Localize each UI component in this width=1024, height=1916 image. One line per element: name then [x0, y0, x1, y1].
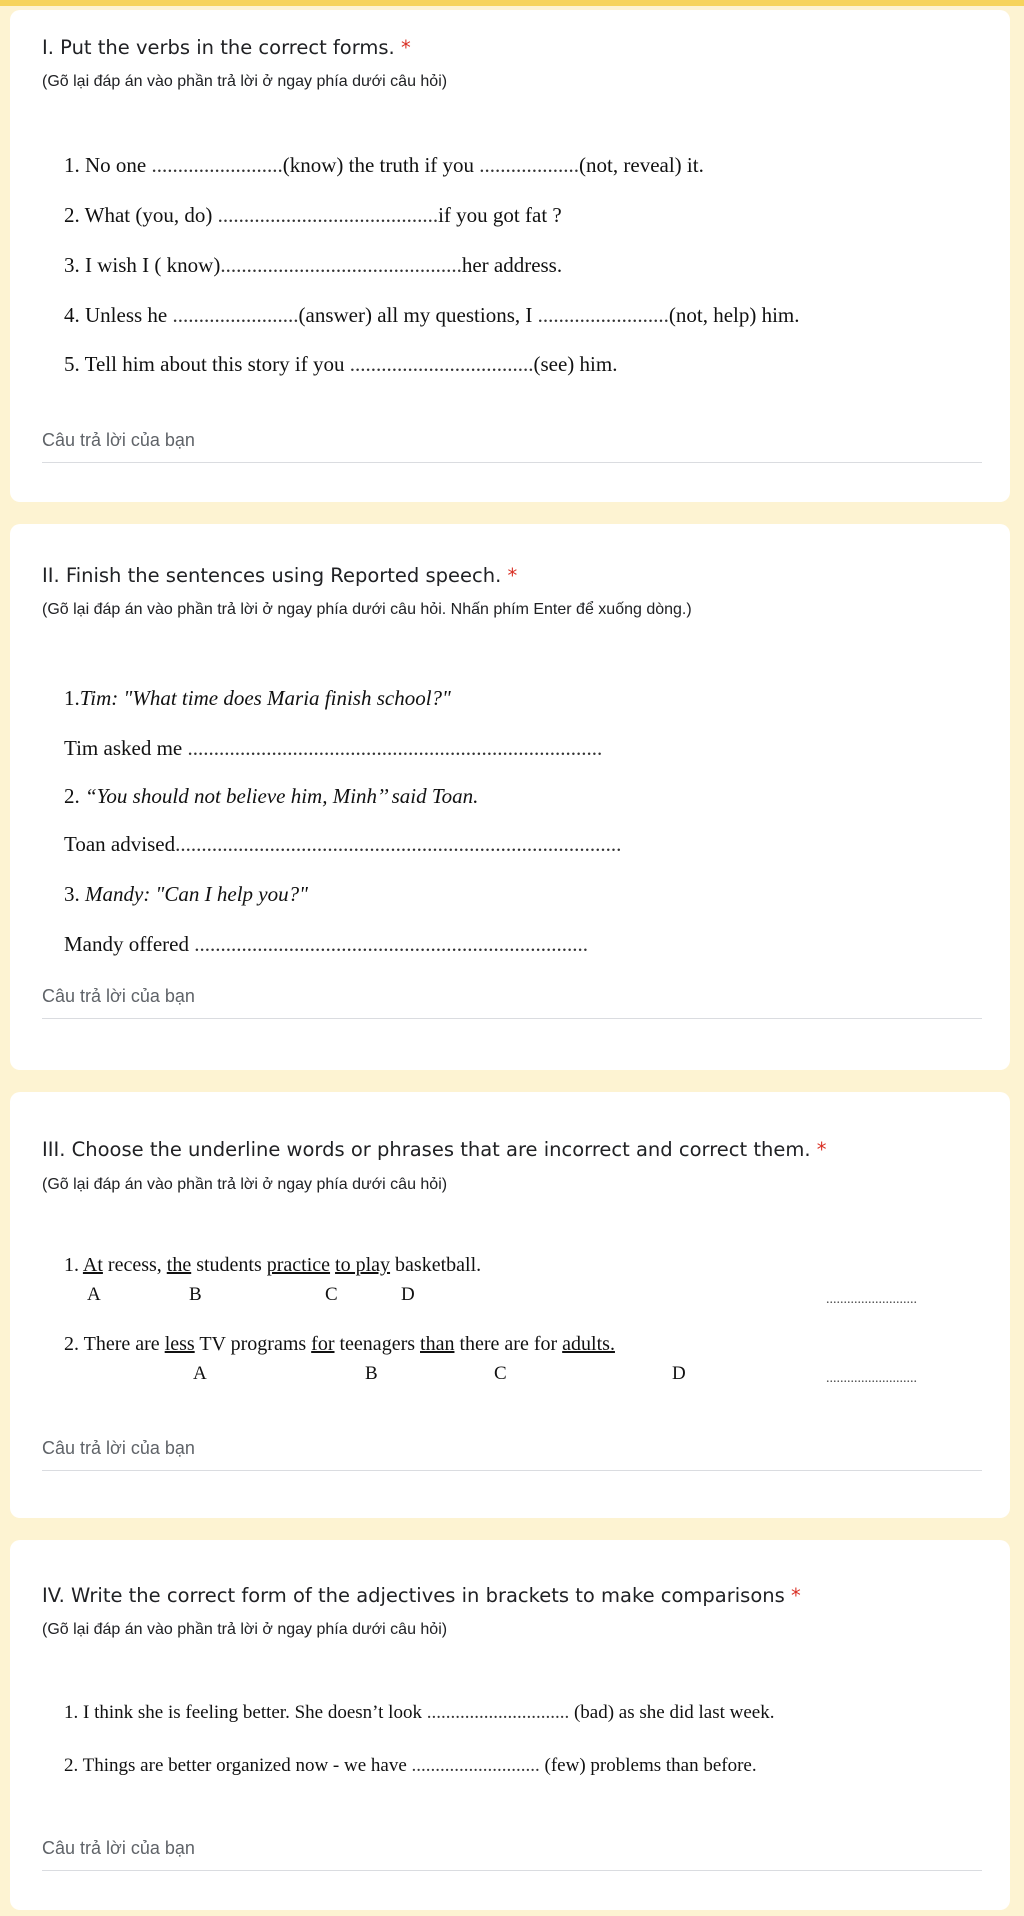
option-letter-b: B — [365, 1363, 378, 1384]
blank: .............................................. — [220, 253, 462, 277]
exercise-line-3 — [64, 784, 478, 809]
question-title-text: II. Finish the sentences using Reported speech. — [42, 564, 502, 587]
question-title-text: IV. Write the correct form of the adjectives in brackets to make comparisons — [42, 1584, 785, 1607]
option-letter-c: C — [494, 1363, 507, 1384]
blank: ........................ — [172, 303, 299, 327]
question-card-3 — [10, 1092, 1010, 1518]
blank: .......................... — [826, 1292, 917, 1307]
line-text: 2. — [64, 784, 85, 808]
required-mark: * — [507, 564, 518, 587]
blank: ............................................................................... — [187, 736, 603, 760]
line-text: (few) problems than before. — [539, 1755, 757, 1776]
option-letter-d: D — [672, 1363, 686, 1384]
underlined-word: At — [82, 1254, 103, 1276]
question-title — [42, 1584, 801, 1607]
line-text: 1. — [64, 1254, 83, 1276]
exercise-question-1 — [64, 1254, 481, 1277]
question-hint: (Gõ lại đáp án vào phần trả lời ở ngay phía dưới câu hỏi) — [42, 1621, 448, 1638]
option-letter-a: A — [193, 1363, 207, 1384]
exercise-line-3 — [64, 253, 562, 278]
line-text: 3. — [64, 882, 85, 906]
exercise-line-6 — [64, 932, 588, 957]
line-text: (bad) as she did last week. — [569, 1702, 775, 1723]
answer-underline — [42, 1018, 982, 1019]
line-text: TV programs — [194, 1333, 312, 1355]
underlined-word: adults. — [562, 1333, 615, 1355]
option-letter-d: D — [401, 1284, 415, 1305]
blank: .............................. — [426, 1702, 570, 1723]
answer-input[interactable]: Câu trả lời của bạn — [42, 1438, 195, 1458]
line-text: students — [191, 1254, 267, 1276]
exercise-line-4 — [64, 832, 621, 857]
line-text: 3. I wish I ( know) — [64, 253, 221, 277]
underlined-word: to play — [335, 1254, 391, 1276]
required-mark: * — [400, 36, 411, 59]
blank: .......................... — [826, 1371, 917, 1386]
blank: ..................................................................................... — [175, 832, 622, 856]
line-text: Toan advised — [64, 832, 176, 856]
exercise-line-1 — [64, 1702, 774, 1724]
exercise-question-2 — [64, 1333, 615, 1356]
answer-input[interactable]: Câu trả lời của bạn — [42, 430, 195, 450]
underlined-word: the — [166, 1254, 192, 1276]
question-hint: (Gõ lại đáp án vào phần trả lời ở ngay phía dưới câu hỏi) — [42, 1176, 448, 1193]
blank: ......................... — [537, 303, 669, 327]
exercise-line-5 — [64, 882, 308, 907]
exercise-line-2 — [64, 736, 602, 761]
exercise-line-1 — [64, 686, 451, 711]
line-text: 1. I think she is feeling better. She doesn’t look — [64, 1702, 427, 1723]
line-text: if you got fat ? — [438, 203, 562, 227]
required-mark: * — [790, 1584, 801, 1607]
option-letter-c: C — [325, 1284, 338, 1305]
option-letter-b: B — [189, 1284, 202, 1305]
answer-underline — [42, 1870, 982, 1871]
line-text: (not, reveal) it. — [579, 153, 704, 177]
exercise-line-2 — [64, 1755, 757, 1777]
exercise-line-1 — [64, 153, 704, 178]
question-title — [42, 36, 411, 59]
exercise-line-5 — [64, 352, 617, 377]
question-title — [42, 1138, 827, 1161]
line-text: 2. There are — [64, 1333, 165, 1355]
underlined-word: for — [311, 1333, 335, 1355]
line-text: 1. — [64, 686, 80, 710]
line-text: (answer) all my questions, I — [298, 303, 538, 327]
line-text: her address. — [461, 253, 563, 277]
line-text: 4. Unless he — [64, 303, 173, 327]
blank: ........................... — [411, 1755, 540, 1776]
question-title — [42, 564, 517, 587]
line-text: 2. Things are better organized now - we have — [64, 1755, 412, 1776]
quote-text: “You should not believe him, Minh’’ said Toan. — [85, 784, 479, 808]
required-mark: * — [816, 1138, 827, 1161]
exercise-line-4 — [64, 303, 800, 328]
blank: .......................................... — [217, 203, 439, 227]
option-letter-a: A — [87, 1284, 101, 1305]
answer-input[interactable]: Câu trả lời của bạn — [42, 1838, 195, 1858]
line-text: (see) him. — [533, 352, 618, 376]
question-title-text: III. Choose the underline words or phrases that are incorrect and correct them. — [42, 1138, 811, 1161]
underlined-word: less — [164, 1333, 195, 1355]
line-text: 1. No one — [64, 153, 152, 177]
underlined-word: practice — [266, 1254, 331, 1276]
line-text: there are for — [454, 1333, 563, 1355]
line-text: recess, — [102, 1254, 167, 1276]
line-text: (not, help) him. — [668, 303, 800, 327]
question-card-2 — [10, 524, 1010, 1070]
question-card-4 — [10, 1540, 1010, 1910]
top-accent-bar — [0, 0, 1024, 6]
exercise-line-2 — [64, 203, 562, 228]
question-title-text: I. Put the verbs in the correct forms. — [42, 36, 395, 59]
question-card-1 — [10, 10, 1010, 502]
line-text: 2. What (you, do) — [64, 203, 218, 227]
answer-underline — [42, 1470, 982, 1471]
blank: ........................................................................... — [194, 932, 588, 956]
quote-text: Mandy: "Can I help you?" — [85, 882, 308, 906]
question-hint: (Gõ lại đáp án vào phần trả lời ở ngay phía dưới câu hỏi) — [42, 73, 448, 90]
blank: ................... — [479, 153, 580, 177]
line-text: Mandy offered — [64, 932, 195, 956]
line-text: Tim asked me — [64, 736, 188, 760]
answer-underline — [42, 462, 982, 463]
line-text: teenagers — [334, 1333, 421, 1355]
answer-input[interactable]: Câu trả lời của bạn — [42, 986, 195, 1006]
blank: ................................... — [349, 352, 534, 376]
line-text: 5. Tell him about this story if you — [64, 352, 350, 376]
underlined-word: than — [420, 1333, 455, 1355]
blank: ......................... — [151, 153, 283, 177]
line-text: (know) the truth if you — [282, 153, 480, 177]
line-text: basketball. — [390, 1254, 482, 1276]
question-hint: (Gõ lại đáp án vào phần trả lời ở ngay phía dưới câu hỏi. Nhấn phím Enter để xuống dòng.) — [42, 601, 692, 618]
quote-text: Tim: "What time does Maria finish school?" — [79, 686, 451, 710]
